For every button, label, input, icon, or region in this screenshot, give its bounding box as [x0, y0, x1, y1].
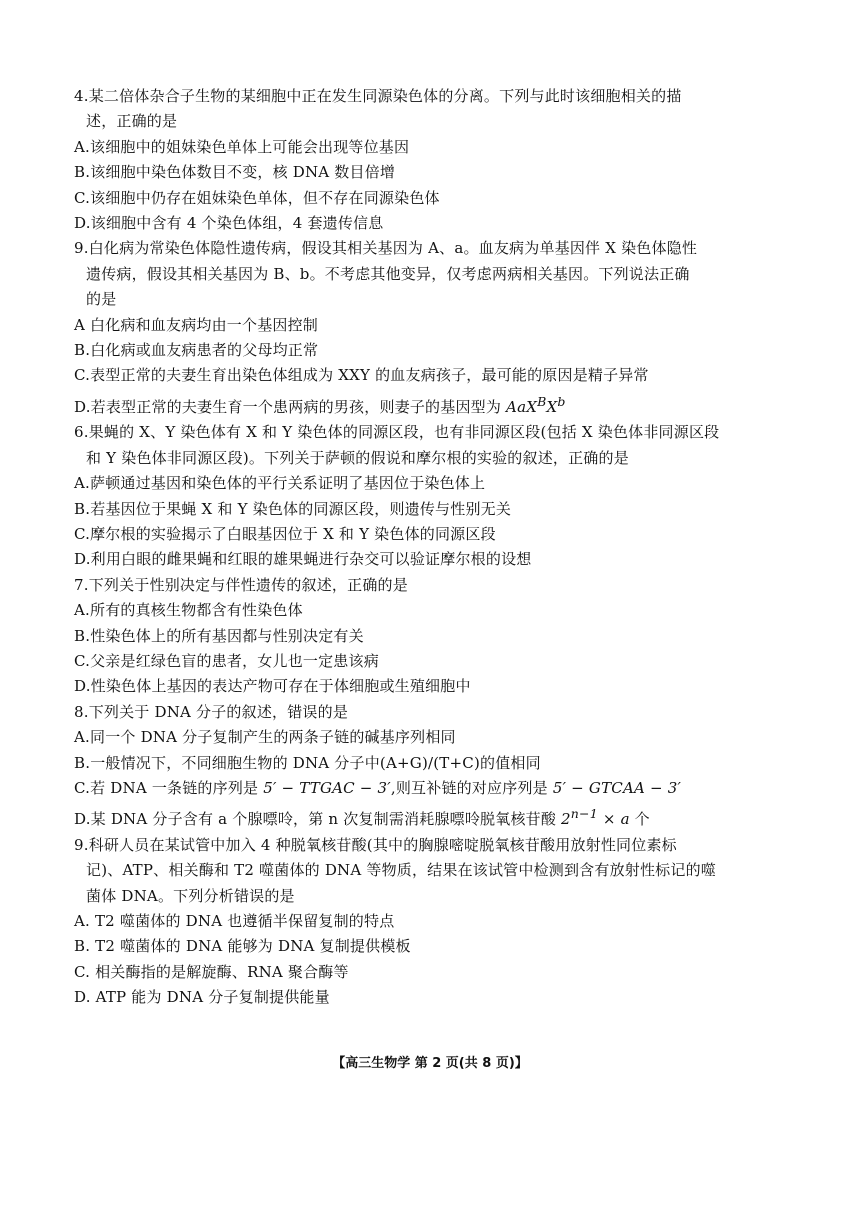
q8-stem: 8.下列关于 DNA 分子的叙述，错误的是	[74, 702, 349, 721]
q8-option-d-end: 个	[629, 810, 650, 829]
question-list	[74, 84, 794, 1011]
q4-stem-line1: 4.某二倍体杂合子生物的某细胞中正在发生同源染色体的分离。下列与此时该细胞相关的描	[74, 87, 682, 105]
q8-option-c-mid: ,则互补链的对应序列是	[390, 778, 553, 797]
q6-option-b: B.若基因位于果蝇 X 和 Y 染色体的同源区段，则遗传与性别无关	[74, 499, 512, 518]
page-footer: 【高三生物学 第 2 页(共 8 页)】	[332, 1056, 528, 1071]
sequence-formula-2: 5′ − GTCAA − 3′	[552, 778, 682, 797]
q8-option-a: A.同一个 DNA 分子复制产生的两条子链的碱基序列相同	[74, 728, 456, 747]
q9a-option-c: C.表型正常的夫妻生育出染色体组成为 XXY 的血友病孩子，最可能的原因是精子异常	[74, 366, 649, 385]
q7-option-c: C.父亲是红绿色盲的患者，女儿也一定患该病	[74, 651, 379, 670]
q7-option-b: B.性染色体上的所有基因都与性别决定有关	[74, 626, 364, 645]
q8-option-d	[74, 801, 794, 832]
q6-stem-line1: 6.果蝇的 X、Y 染色体有 X 和 Y 染色体的同源区段，也有非同源区段(包括 X 染色体非同源区段	[74, 423, 720, 442]
q9a-stem-line1: 9.白化病为常染色体隐性遗传病，假设其相关基因为 A、a。血友病为单基因伴 X 染色体隐性	[74, 239, 698, 258]
q9a-option-d	[74, 389, 794, 420]
q8-option-b: B.一般情况下，不同细胞生物的 DNA 分子中(A+G)/(T+C)的值相同	[74, 753, 541, 772]
q6-option-d: D.利用白眼的雌果蝇和红眼的雄果蝇进行杂交可以验证摩尔根的设想	[74, 550, 532, 569]
q4-stem-line2: 述，正确的是	[86, 112, 178, 131]
q9b-option-c: C. 相关酶指的是解旋酶、RNA 聚合酶等	[74, 962, 349, 981]
q4-option-a: A.该细胞中的姐妹染色单体上可能会出现等位基因	[74, 137, 410, 156]
q8-option-c-text: C.若 DNA 一条链的序列是	[74, 778, 264, 797]
genotype-formula: $AaX^BX^b$	[506, 393, 566, 416]
q7-option-d: D.性染色体上基因的表达产物可存在于体细胞或生殖细胞中	[74, 677, 471, 696]
replication-formula: $2^{n-1} \times a$	[561, 806, 630, 829]
q4-option-d: D.该细胞中含有 4 个染色体组，4 套遗传信息	[74, 214, 384, 233]
q9a-stem-line3: 的是	[86, 290, 117, 309]
q9a-stem-line2: 遗传病，假设其相关基因为 B、b。不考虑其他变异，仅考虑两病相关基因。下列说法正确	[86, 264, 690, 283]
q4-option-b: B.该细胞中染色体数目不变，核 DNA 数目倍增	[74, 163, 396, 182]
sequence-formula-1: 5′ − TTGAC − 3′	[263, 778, 391, 797]
q9a-option-b: B.白化病或血友病患者的父母均正常	[74, 341, 319, 360]
q7-stem: 7.下列关于性别决定与伴性遗传的叙述，正确的是	[74, 575, 408, 594]
q8-option-c	[74, 776, 794, 801]
q9b-stem-line3: 菌体 DNA。下列分析错误的是	[86, 886, 295, 905]
q9a-option-d-text: D.若表型正常的夫妻生育一个患两病的男孩，则妻子的基因型为	[74, 397, 507, 416]
q9b-stem-line2: 记)、ATP、相关酶和 T2 噬菌体的 DNA 等物质，结果在该试管中检测到含有放射性标记的噬	[86, 861, 716, 880]
q9b-stem-line1: 9.科研人员在某试管中加入 4 种脱氧核苷酸(其中的胸腺嘧啶脱氧核苷酸用放射性同位素标	[74, 835, 677, 854]
q9a-option-a: A 白化病和血友病均由一个基因控制	[74, 315, 319, 334]
q9b-option-a: A. T2 噬菌体的 DNA 也遵循半保留复制的特点	[74, 912, 395, 930]
q9b-option-b: B. T2 噬菌体的 DNA 能够为 DNA 复制提供模板	[74, 937, 411, 956]
q4-option-c: C.该细胞中仍存在姐妹染色单体，但不存在同源染色体	[74, 188, 440, 207]
q7-option-a: A.所有的真核生物都含有性染色体	[74, 601, 303, 620]
q6-option-a: A.萨顿通过基因和染色体的平行关系证明了基因位于染色体上	[74, 474, 486, 493]
q6-option-c: C.摩尔根的实验揭示了白眼基因位于 X 和 Y 染色体的同源区段	[74, 524, 496, 543]
q8-option-d-text: D.某 DNA 分子含有 a 个腺嘌呤，第 n 次复制需消耗腺嘌呤脱氧核苷酸	[74, 810, 562, 829]
q9b-option-d: D. ATP 能为 DNA 分子复制提供能量	[74, 988, 330, 1007]
q6-stem-line2: 和 Y 染色体非同源区段)。下列关于萨顿的假说和摩尔根的实验的叙述，正确的是	[86, 448, 629, 467]
